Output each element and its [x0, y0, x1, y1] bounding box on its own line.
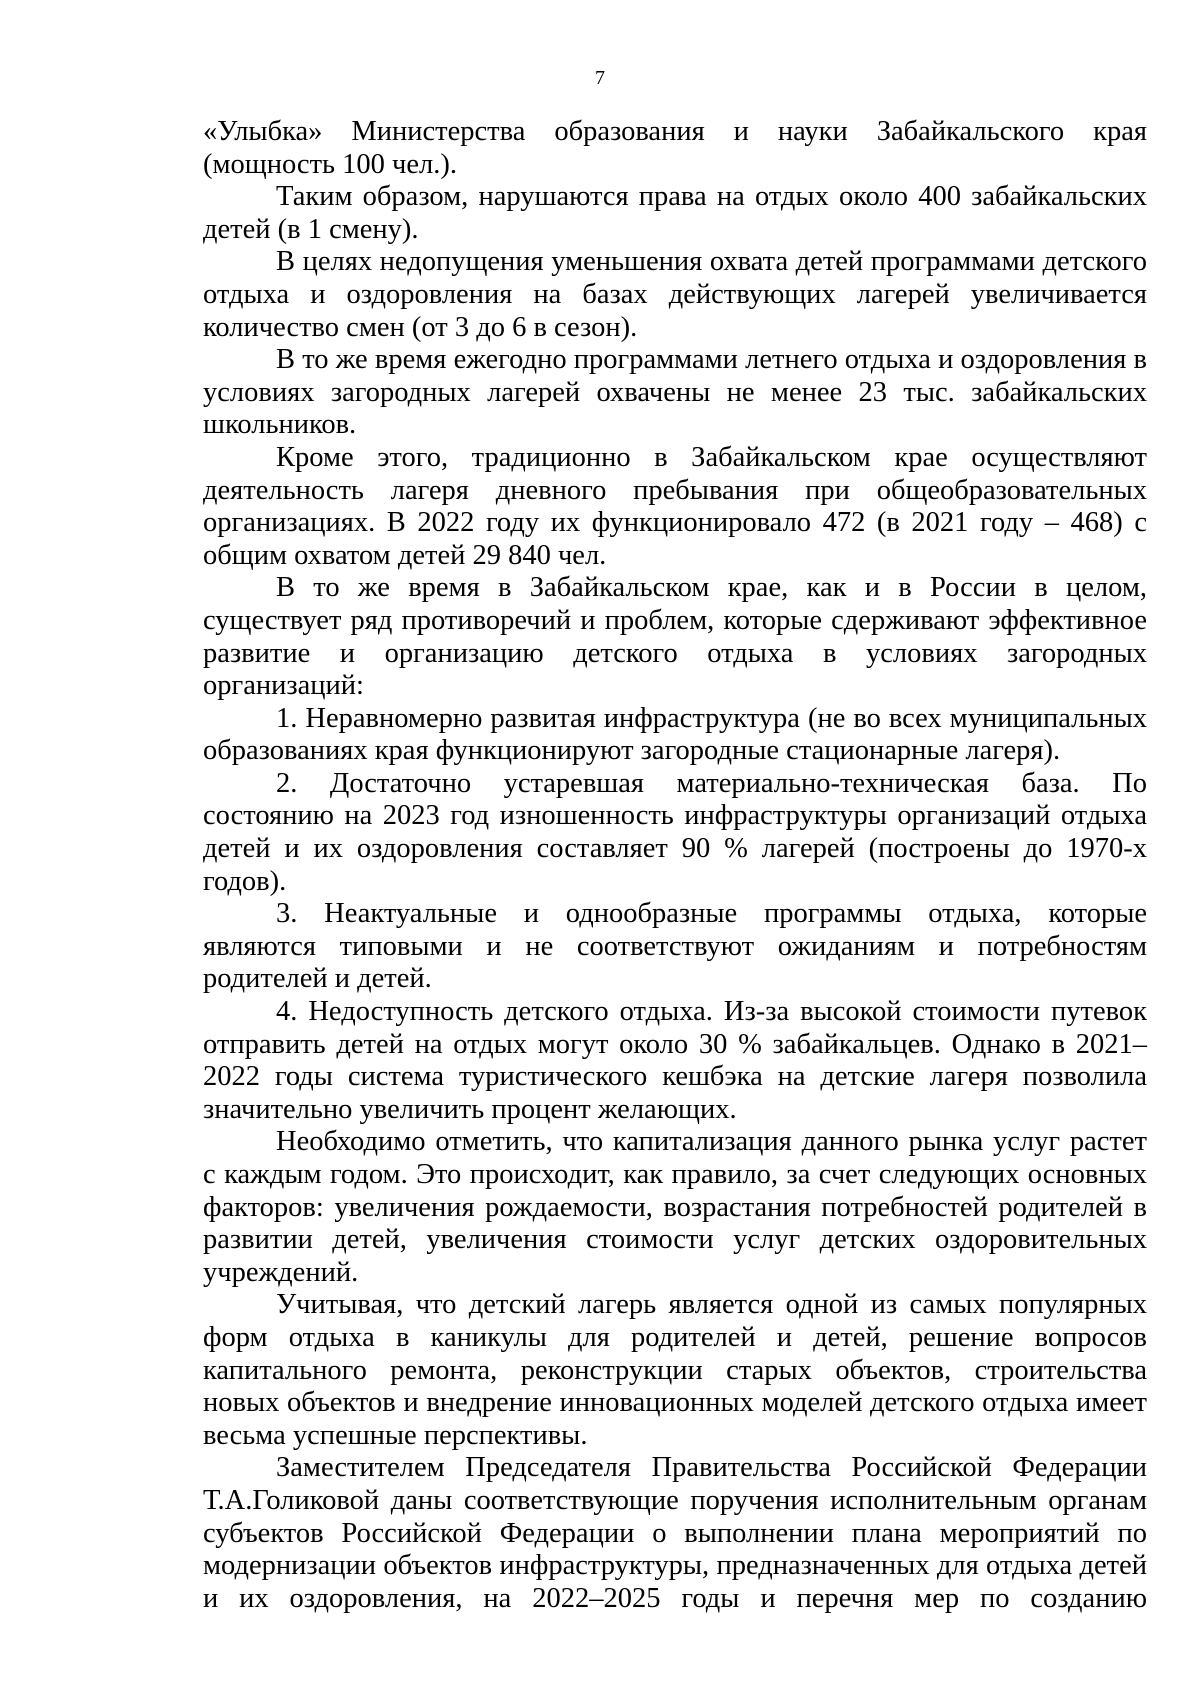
paragraph: Учитывая, что детский лагерь является одной из самых популярных форм отдыха в каникулы для родителей и детей, решение вопросов капитального ремонта, реконструкции старых объектов, строительства новых объектов и внедрение инновационных моделей детского отдыха имеет весьма успешные перспективы. — [203, 1289, 1147, 1451]
paragraph: В то же время ежегодно программами летнего отдыха и оздоровления в условиях загородных лагерей охвачены не менее 23 тыс. забайкальских школьников. — [203, 344, 1147, 441]
document-body — [203, 116, 1147, 1615]
paragraph-continues-next-page: Заместителем Председателя Правительства Российской Федерации Т.А.Голиковой даны соответствующие поручения исполнительным органам субъектов Российской Федерации о выполнении плана мероприятий по модернизации объектов инфраструктуры, предназначенных для отдыха детей и их оздоровления, на 2022–2025 годы и перечня мер по созданию — [203, 1452, 1147, 1614]
paragraph: В то же время в Забайкальском крае, как и в России в целом, существует ряд противоречий и проблем, которые сдерживают эффективное развитие и организацию детского отдыха в условиях загородных организаций: — [203, 572, 1147, 702]
page-number: 7 — [595, 67, 605, 89]
list-item-2: 2. Достаточно устаревшая материально-техническая база. По состоянию на 2023 год изношенность инфраструктуры организаций отдыха детей и их оздоровления составляет 90 % лагерей (построены до 1970-х годов). — [203, 767, 1147, 897]
paragraph: Кроме этого, традиционно в Забайкальском крае осуществляют деятельность лагеря дневного пребывания при общеобразовательных организациях. В 2022 году их функционировало 472 (в 2021 году – 468) с общим охватом детей 29 840 чел. — [203, 441, 1147, 571]
paragraph: Необходимо отметить, что капитализация данного рынка услуг растет с каждым годом. Это происходит, как правило, за счет следующих основных факторов: увеличения рождаемости, возрастания потребностей родителей в развитии детей, увеличения стоимости услуг детских оздоровительных учреждений. — [203, 1126, 1147, 1288]
list-item-3: 3. Неактуальные и однообразные программы отдыха, которые являются типовыми и не соответствуют ожиданиям и потребностям родителей и детей. — [203, 898, 1147, 995]
paragraph-continuation: «Улыбка» Министерства образования и науки Забайкальского края (мощность 100 чел.). — [203, 116, 1147, 180]
list-item-1: 1. Неравномерно развитая инфраструктура (не во всех муниципальных образованиях края функционируют загородные стационарные лагеря). — [203, 702, 1147, 767]
paragraph: В целях недопущения уменьшения охвата детей программами детского отдыха и оздоровления на базах действующих лагерей увеличивается количество смен (от 3 до 6 в сезон). — [203, 246, 1147, 343]
list-item-4: 4. Недоступность детского отдыха. Из-за высокой стоимости путевок отправить детей на отдых могут около 30 % забайкальцев. Однако в 2021–2022 годы система туристического кешбэка на детские лагеря позволила значительно увеличить процент желающих. — [203, 996, 1147, 1125]
paragraph: Таким образом, нарушаются права на отдых около 400 забайкальских детей (в 1 смену). — [203, 181, 1147, 245]
